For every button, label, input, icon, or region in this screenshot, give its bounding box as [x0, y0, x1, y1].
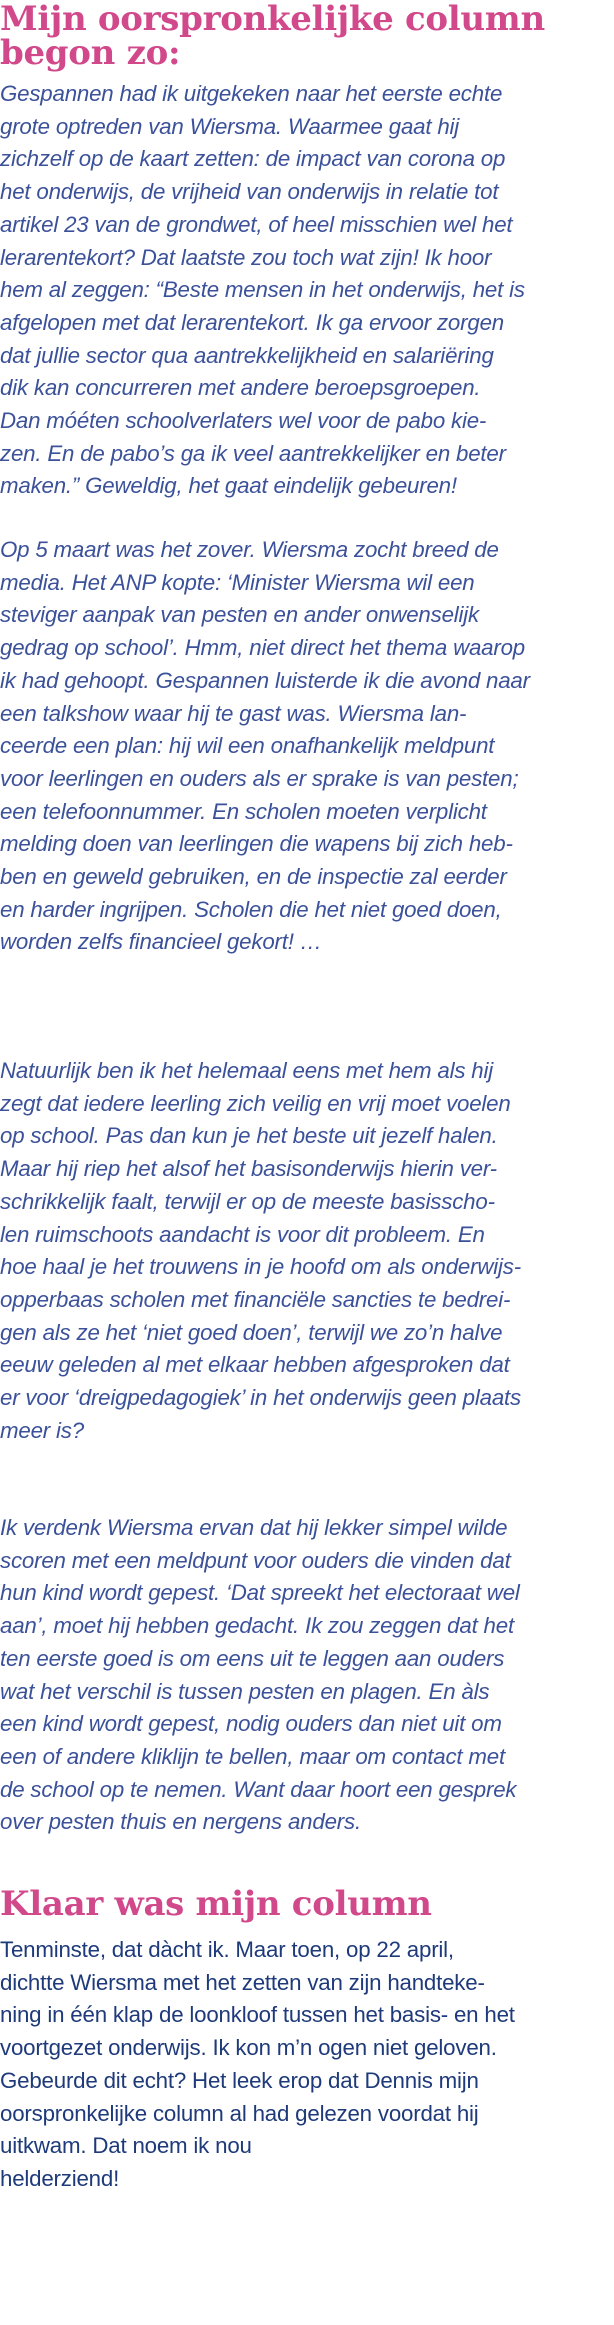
text-line: voor leerlingen en ouders als er sprake is van pesten; — [0, 765, 519, 791]
text-line: uitkwam. Dat noem ik nou — [0, 2133, 252, 2159]
text-line: gedrag op school’. Hmm, niet direct het thema waarop — [0, 635, 525, 661]
text-line: Tenminste, dat dàcht ik. Maar toen, op 22 april, — [0, 1937, 454, 1962]
text-line: dik kan concurreren met andere beroepsgroepen. — [0, 375, 481, 401]
text-line: Maar hij riep het alsof het basisonderwijs hierin ver- — [0, 1156, 497, 1182]
text-line: zegt dat iedere leerling zich veilig en vrij moet voelen — [0, 1090, 511, 1116]
text-line: zichzelf op de kaart zetten: de impact van corona op — [0, 146, 506, 172]
text-line: meer is? — [0, 1417, 84, 1443]
paragraph-intro — [0, 78, 612, 503]
text-line: oorspronkelijke column al had gelezen voordat hij — [0, 2100, 479, 2126]
text-line: Gespannen had ik uitgekeken naar het eerste echte — [0, 81, 503, 106]
text-line: lerarentekort? Dat laatste zou toch wat zijn! Ik hoor — [0, 244, 492, 270]
text-line: Gebeurde dit echt? Het leek erop dat Dennis mijn — [0, 2067, 479, 2093]
paragraph-suspicion — [0, 1512, 612, 1839]
text-line: ceerde een plan: hij wil een onafhankelijk meldpunt — [0, 733, 495, 759]
text-line: ning in één klap de loonkloof tussen het basis- en het — [0, 2002, 515, 2028]
text-line: gen als ze het ‘niet goed doen’, terwijl we zo’n halve — [0, 1319, 503, 1345]
text-line: ben en geweld gebruiken, en de inspectie zal eerder — [0, 864, 507, 890]
paragraph-of-course — [0, 1055, 612, 1447]
text-line: een of andere kliklijn te bellen, maar om contact met — [0, 1743, 505, 1769]
text-line: scoren met een meldpunt voor ouders die vinden dat — [0, 1547, 511, 1573]
text-line: artikel 23 van de grondwet, of heel misschien wel het — [0, 211, 513, 237]
text-line: een kind wordt gepest, nodig ouders dan niet uit om — [0, 1711, 502, 1737]
text-line: melding doen van leerlingen die wapens bij zich heb- — [0, 831, 513, 857]
text-line: Ik verdenk Wiersma ervan dat hij lekker simpel wilde — [0, 1515, 508, 1540]
text-line: eeuw geleden al met elkaar hebben afgesproken dat — [0, 1352, 510, 1378]
text-line: Natuurlijk ben ik het helemaal eens met hem als hij — [0, 1058, 493, 1083]
text-line: het onderwijs, de vrijheid van onderwijs in relatie tot — [0, 179, 499, 205]
text-line: hun kind wordt gepest. ‘Dat spreekt het electoraat wel — [0, 1580, 520, 1606]
paragraph-conclusion — [0, 1934, 612, 2196]
text-line: de school op te nemen. Want daar hoort een gesprek — [0, 1776, 517, 1802]
text-line: en harder ingrijpen. Scholen die het niet goed doen, — [0, 896, 502, 922]
text-line: ten eerste goed is om eens uit te leggen aan ouders — [0, 1645, 505, 1671]
paragraph-march-5 — [0, 534, 612, 959]
text-line: worden zelfs financieel gekort! … — [0, 929, 322, 955]
text-line: dat jullie sector qua aantrekkelijkheid en salariëring — [0, 342, 494, 368]
text-line: hoe haal je het trouwens in je hoofd om als onderwijs- — [0, 1254, 521, 1280]
text-line: zen. En de pabo’s ga ik veel aantrekkelijker en beter — [0, 440, 506, 466]
text-line: Op 5 maart was het zover. Wiersma zocht breed de — [0, 537, 499, 562]
text-line: voortgezet onderwijs. Ik kon m’n ogen niet geloven. — [0, 2035, 497, 2061]
text-line: helderziend! — [0, 2165, 120, 2191]
text-line: over pesten thuis en nergens anders. — [0, 1809, 361, 1835]
text-line: wat het verschil is tussen pesten en plagen. En àls — [0, 1678, 490, 1704]
text-line: steviger aanpak van pesten en ander onwenselijk — [0, 602, 479, 628]
text-line: grote optreden van Wiersma. Waarmee gaat hij — [0, 113, 460, 139]
text-line: hem al zeggen: “Beste mensen in het onderwijs, het is — [0, 277, 525, 303]
text-line: maken.” Geweldig, het gaat eindelijk gebeuren! — [0, 473, 457, 499]
text-line: een telefoonnummer. En scholen moeten verplicht — [0, 798, 487, 824]
text-line: ik had gehoopt. Gespannen luisterde ik die avond naar — [0, 667, 530, 693]
text-line: media. Het ANP kopte: ‘Minister Wiersma wil een — [0, 569, 475, 595]
section-heading-original-column: Mijn oorspronkelijke column begon zo: — [0, 0, 545, 73]
text-line: dichtte Wiersma met het zetten van zijn handteke- — [0, 1969, 485, 1995]
text-line: aan’, moet hij hebben gedacht. Ik zou zeggen dat het — [0, 1613, 514, 1639]
text-line: er voor ‘dreigpedagogiek’ in het onderwijs geen plaats — [0, 1385, 521, 1411]
text-line: opperbaas scholen met financiële sancties te bedrei- — [0, 1286, 511, 1312]
section-heading-column-done: Klaar was mijn column — [0, 1884, 432, 1924]
text-line: afgelopen met dat lerarentekort. Ik ga ervoor zorgen — [0, 309, 504, 335]
text-line: een talkshow waar hij te gast was. Wiersma lan- — [0, 700, 467, 726]
text-line: Dan móéten schoolverlaters wel voor de pabo kie- — [0, 408, 487, 434]
text-line: op school. Pas dan kun je het beste uit jezelf halen. — [0, 1123, 498, 1149]
text-line: schrikkelijk faalt, terwijl er op de meeste basisscho- — [0, 1188, 495, 1214]
text-line: len ruimschoots aandacht is voor dit probleem. En — [0, 1221, 485, 1247]
